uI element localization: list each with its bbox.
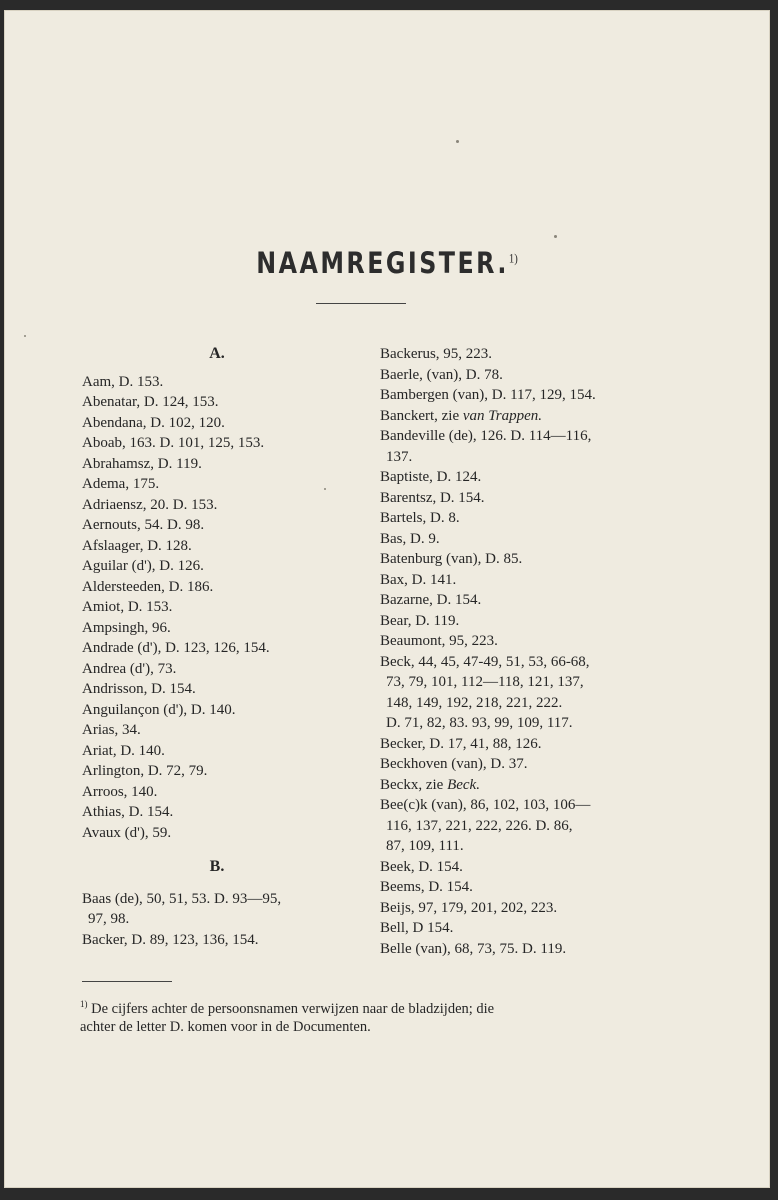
index-entry: Arlington, D. 72, 79. bbox=[82, 763, 208, 779]
index-entry-continuation: 137. bbox=[386, 448, 413, 465]
footnote bbox=[80, 995, 640, 1036]
index-entry: Batenburg (van), D. 85. bbox=[380, 551, 523, 567]
index-entry: Andrisson, D. 154. bbox=[82, 681, 196, 697]
index-entry: Bax, D. 141. bbox=[380, 571, 457, 588]
index-entry: Baptiste, D. 124. bbox=[380, 469, 482, 485]
index-entry-continuation: 73, 79, 101, 112—118, 121, 137, bbox=[386, 674, 584, 690]
section-letter: A. bbox=[209, 345, 225, 362]
title-footnote-mark: 1) bbox=[508, 250, 518, 266]
index-entry: Backer, D. 89, 123, 136, 154. bbox=[82, 931, 259, 948]
footnote-line: achter de letter D. komen voor in de Documenten. bbox=[80, 1018, 371, 1035]
index-entry: Athias, D. 154. bbox=[82, 804, 174, 820]
index-entry: Backerus, 95, 223. bbox=[380, 346, 493, 362]
index-entry: Andrade (d'), D. 123, 126, 154. bbox=[82, 640, 270, 656]
index-entry: Beems, D. 154. bbox=[380, 879, 473, 895]
index-entry: Baas (de), 50, 51, 53. D. 93—95, bbox=[82, 890, 282, 907]
cross-reference: Beck. bbox=[447, 776, 480, 793]
index-column-right bbox=[380, 344, 642, 959]
index-entry: Avaux (d'), 59. bbox=[82, 824, 172, 841]
index-entry: Barentsz, D. 154. bbox=[380, 489, 485, 506]
book-page bbox=[4, 10, 770, 1188]
index-entry: Aguilar (d'), D. 126. bbox=[82, 558, 204, 574]
index-entry: Becker, D. 17, 41, 88, 126. bbox=[380, 735, 542, 752]
index-entry: Aernouts, 54. D. 98. bbox=[82, 517, 205, 533]
index-entry: Bas, D. 9. bbox=[380, 530, 440, 547]
index-entry: Bandeville (de), 126. D. 114—116, bbox=[380, 428, 592, 444]
footnote-rule bbox=[82, 981, 172, 982]
index-entry: Andrea (d'), 73. bbox=[82, 660, 177, 677]
index-entry: Aam, D. 153. bbox=[82, 373, 164, 390]
index-entry: Abenatar, D. 124, 153. bbox=[82, 394, 219, 410]
index-entry-continuation: 116, 137, 221, 222, 226. D. 86, bbox=[386, 817, 573, 834]
index-entry: Beckx, zie Beck. bbox=[380, 776, 480, 793]
page-title: NAAMREGISTER.$^{1)}$ bbox=[256, 246, 518, 280]
paper-speck bbox=[324, 488, 326, 490]
index-entry: Aldersteeden, D. 186. bbox=[82, 578, 214, 595]
index-entry-continuation: 87, 109, 111. bbox=[386, 838, 464, 854]
index-entry: Bartels, D. 8. bbox=[380, 510, 460, 526]
index-entry: Afslaager, D. 128. bbox=[82, 537, 192, 554]
index-entry: Belle (van), 68, 73, 75. D. 119. bbox=[380, 940, 567, 957]
index-entry: Beijs, 97, 179, 201, 202, 223. bbox=[380, 899, 558, 916]
index-entry: Bell, D 154. bbox=[380, 920, 454, 936]
index-entry: Abendana, D. 102, 120. bbox=[82, 414, 225, 431]
title-rule bbox=[316, 303, 406, 304]
index-entry: Amiot, D. 153. bbox=[82, 599, 173, 615]
paper-speck bbox=[554, 235, 557, 238]
index-entry: Arroos, 140. bbox=[82, 783, 158, 800]
index-entry: Bee(c)k (van), 86, 102, 103, 106— bbox=[380, 797, 591, 813]
index-entry: Arias, 34. bbox=[82, 722, 141, 738]
index-entry: Abrahamsz, D. 119. bbox=[82, 455, 202, 472]
index-entry: Bambergen (van), D. 117, 129, 154. bbox=[380, 387, 596, 403]
index-entry: Ampsingh, 96. bbox=[82, 619, 171, 636]
index-entry: Bear, D. 119. bbox=[380, 612, 460, 629]
index-entry: Beek, D. 154. bbox=[380, 858, 463, 875]
index-entry: Adema, 175. bbox=[82, 476, 160, 492]
index-entry: Baerle, (van), D. 78. bbox=[380, 366, 503, 383]
index-entry-continuation: 148, 149, 192, 218, 221, 222. bbox=[386, 694, 563, 711]
cross-reference: van Trappen. bbox=[462, 407, 543, 424]
index-entry: Beck, 44, 45, 47-49, 51, 53, 66-68, bbox=[380, 653, 590, 670]
section-letter: B. bbox=[209, 858, 225, 875]
index-entry-continuation: D. 71, 82, 83. 93, 99, 109, 117. bbox=[386, 715, 573, 731]
index-entry: Anguilançon (d'), D. 140. bbox=[82, 701, 236, 718]
paper-speck bbox=[24, 335, 26, 337]
index-entry: Banckert, zie van Trappen. bbox=[380, 407, 543, 424]
index-entry-continuation: 97, 98. bbox=[88, 911, 130, 927]
footnote-mark: 1) bbox=[80, 999, 88, 1009]
index-entry: Ariat, D. 140. bbox=[82, 742, 165, 759]
footnote-line: $^{1)}$ De cijfers achter de persoonsnamen verwijzen naar de bladzijden; die bbox=[80, 999, 495, 1017]
index-entry: Beaumont, 95, 223. bbox=[380, 633, 498, 649]
index-entry: Bazarne, D. 154. bbox=[380, 592, 482, 608]
paper-speck bbox=[456, 140, 459, 143]
index-entry: Aboab, 163. D. 101, 125, 153. bbox=[82, 435, 265, 451]
index-column-left bbox=[82, 344, 344, 950]
index-entry: Adriaensz, 20. D. 153. bbox=[82, 496, 218, 513]
index-entry: Beckhoven (van), D. 37. bbox=[380, 756, 528, 772]
